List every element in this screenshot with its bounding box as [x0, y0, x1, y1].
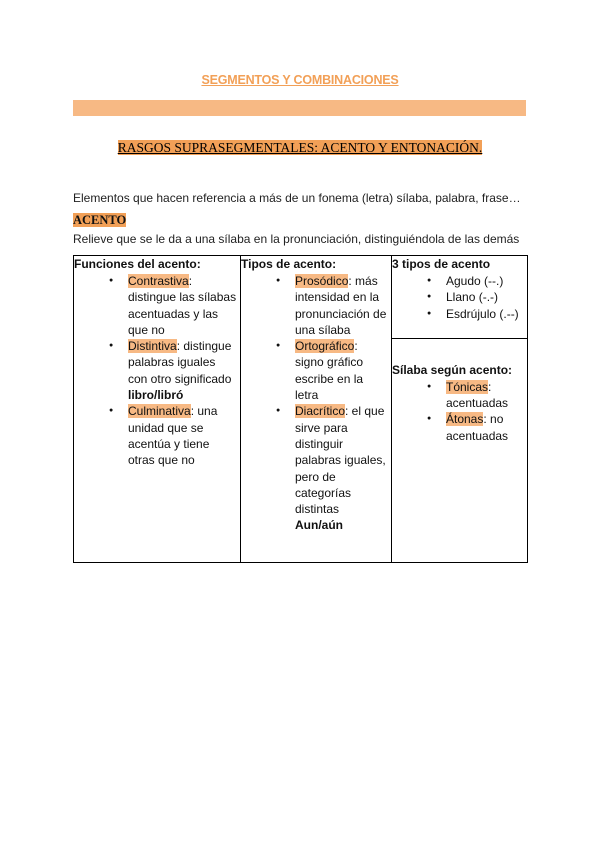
acento-heading — [73, 213, 126, 228]
term-ortografico: Ortográfico — [295, 339, 355, 354]
list-item: ● Prosódico: más intensidad en la pronunciación de una sílaba — [295, 273, 389, 338]
list-item: ● Átonas: no acentuadas — [446, 411, 527, 444]
title-bar — [73, 100, 526, 116]
term-atonas: Átonas — [446, 412, 484, 427]
silaba-heading: Sílaba según acento: — [392, 362, 513, 377]
tres-tipos-heading: 3 tipos de acento — [392, 257, 491, 271]
section-subtitle — [0, 140, 600, 156]
list-item: ● Culminativa: una unidad que se acentúa y tiene otras que no — [128, 403, 238, 468]
acento-heading-text: ACENTO — [73, 213, 127, 227]
accent-table — [73, 255, 528, 563]
term-prosodico: Prosódico — [295, 274, 349, 288]
term-culminativa: Culminativa — [128, 404, 191, 419]
silaba-section — [392, 338, 527, 444]
term-diacritico: Diacrítico — [295, 404, 346, 419]
tipos-heading: Tipos de acento: — [241, 257, 337, 271]
list-item: ● Tónicas: acentuadas — [446, 379, 527, 412]
example-aun: Aun/aún — [295, 518, 343, 533]
list-item: ● Contrastiva: distingue las sílabas acentuadas y las que no — [128, 273, 238, 338]
term-tonicas: Tónicas — [446, 379, 489, 394]
acento-description: Relieve que se le da a una sílaba en la pronunciación, distinguiéndola de las demás — [73, 232, 520, 246]
funciones-heading: Funciones del acento: — [74, 257, 201, 271]
funciones-column — [74, 256, 241, 563]
list-item: ● Agudo (--.) — [446, 273, 527, 289]
term-contrastiva: Contrastiva — [128, 274, 189, 288]
term-distintiva: Distintiva — [128, 339, 177, 354]
subtitle-text: RASGOS SUPRASEGMENTALES: ACENTO Y ENTONACIÓN. — [117, 140, 483, 155]
tipos-column — [241, 256, 392, 563]
list-item: ● Distintiva: distingue palabras iguales con otro significado libro/libró — [128, 338, 238, 403]
example-libro: libro/libró — [128, 388, 184, 403]
list-item: ● Ortográfico: signo gráfico escribe en la letra — [295, 338, 389, 403]
intro-text: Elementos que hacen referencia a más de un fonema (letra) sílaba, palabra, frase… — [73, 191, 521, 205]
tres-tipos-column — [392, 256, 528, 563]
list-item: ● Esdrújulo (.--) — [446, 306, 527, 322]
page-title: SEGMENTOS Y COMBINACIONES — [201, 73, 399, 87]
list-item: ● Diacrítico: el que sirve para distinguir palabras iguales, pero de categorías distintas Aun/aún — [295, 403, 389, 533]
list-item: ● Llano (-.-) — [446, 289, 527, 305]
